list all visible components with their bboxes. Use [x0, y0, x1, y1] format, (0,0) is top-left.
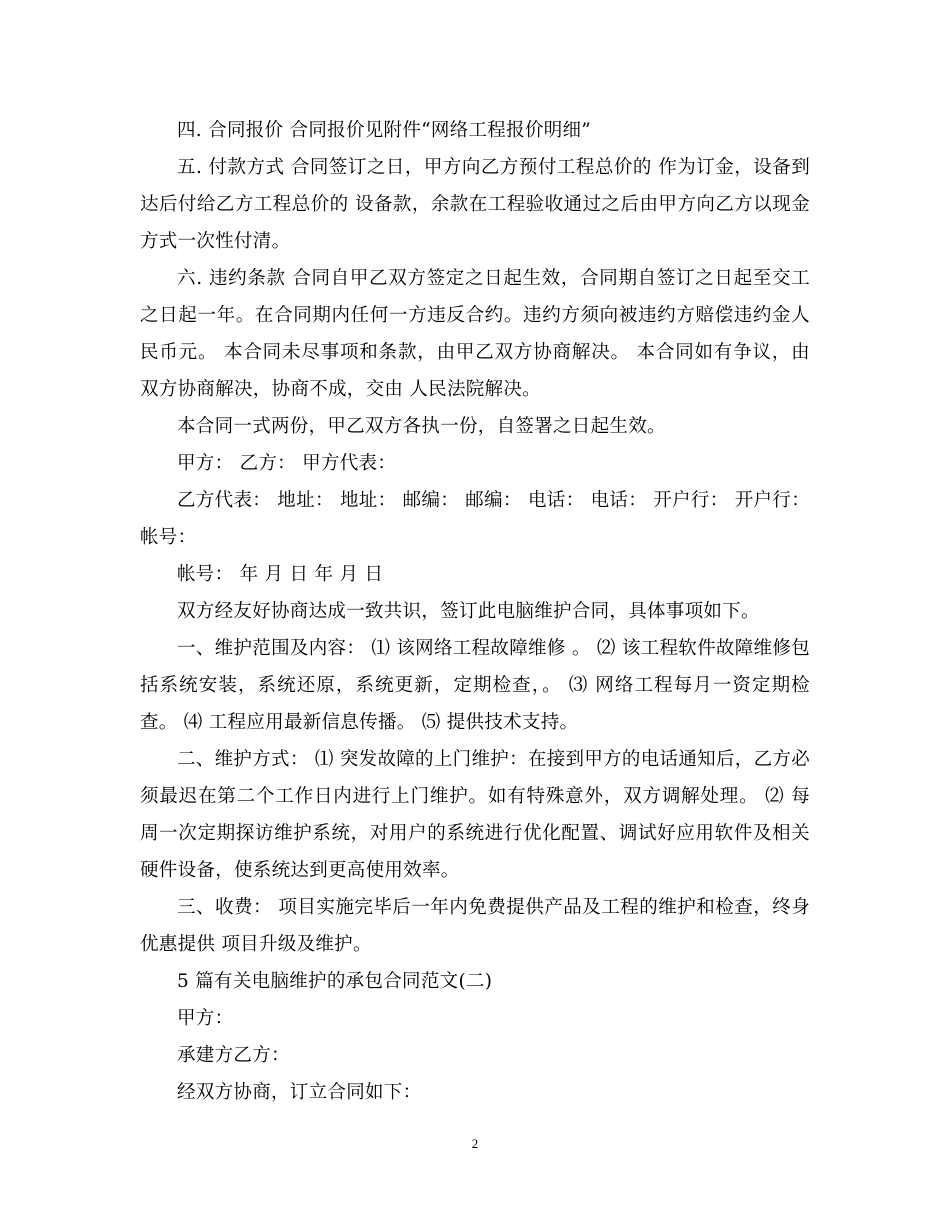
paragraph-breach-terms: 六. 违约条款 合同自甲乙双方签定之日起生效，合同期自签订之日起至交工之日起一年。在合同期内任何一方违反合约。违约方须向被违约方赔偿违约金人民币元。 本合同未尽事项和条款，由甲乙双方协商解决。 本合同如有争议，由双方协商解决，协商不成，交由 人民法院解决。 — [140, 268, 810, 400]
paragraph-party-b-details: 乙方代表： 地址： 地址： 邮编： 邮编： 电话： 电话： 开户行： 开户行： 帐号： — [140, 490, 810, 548]
paragraph-maintenance-scope: 一、维护范围及内容： ⑴ 该网络工程故障维修 。 ⑵ 该工程软件故障维修包括系统安装，系统还原，系统更新，定期检查，。 ⑶ 网络工程每月一资定期检查。 ⑷ 工程应用最新信息传播。 ⑸ 提供技术支持。 — [140, 638, 810, 733]
paragraph-party-a: 甲方： — [177, 1008, 234, 1029]
paragraph-copies: 本合同一式两份，甲乙双方各执一份，自签署之日起生效。 — [177, 416, 666, 437]
paragraph-contract-quote: 四. 合同报价 合同报价见附件“网络工程报价明细” — [177, 120, 592, 141]
paragraph-party-a-signature: 甲方： 乙方： 甲方代表： — [177, 453, 397, 474]
paragraph-maintenance-method: 二、维护方式： ⑴ 突发故障的上门维护：在接到甲方的电话通知后，乙方必须最迟在第二个工作日内进行上门维护。如有特殊意外，双方调解处理。 ⑵ 每周一次定期探访维护系统，对用户的系统进行优化配置、调试好应用软件及相关硬件设备，使系统达到更高使用效率。 — [140, 749, 810, 881]
paragraph-account-date: 帐号： 年 月 日 年 月 日 — [177, 564, 384, 585]
paragraph-party-b: 承建方乙方： — [177, 1045, 290, 1066]
paragraph-contract-terms-intro: 经双方协商，订立合同如下： — [177, 1082, 422, 1103]
document-body — [140, 112, 810, 1111]
page-number: 2 — [471, 1136, 479, 1151]
paragraph-payment-method: 五. 付款方式 合同签订之日，甲方向乙方预付工程总价的 作为订金，设备到达后付给乙方工程总价的 设备款，余款在工程验收通过之后由甲方向乙方以现金方式一次性付清。 — [140, 157, 810, 252]
paragraph-section-heading: 5 篇有关电脑维护的承包合同范文(二) — [177, 971, 493, 992]
paragraph-agreement-intro: 双方经友好协商达成一致共识，签订此电脑维护合同，具体事项如下。 — [177, 601, 760, 622]
paragraph-fees: 三、收费： 项目实施完毕后一年内免费提供产品及工程的维护和检查，终身优惠提供 项目升级及维护。 — [140, 897, 810, 955]
